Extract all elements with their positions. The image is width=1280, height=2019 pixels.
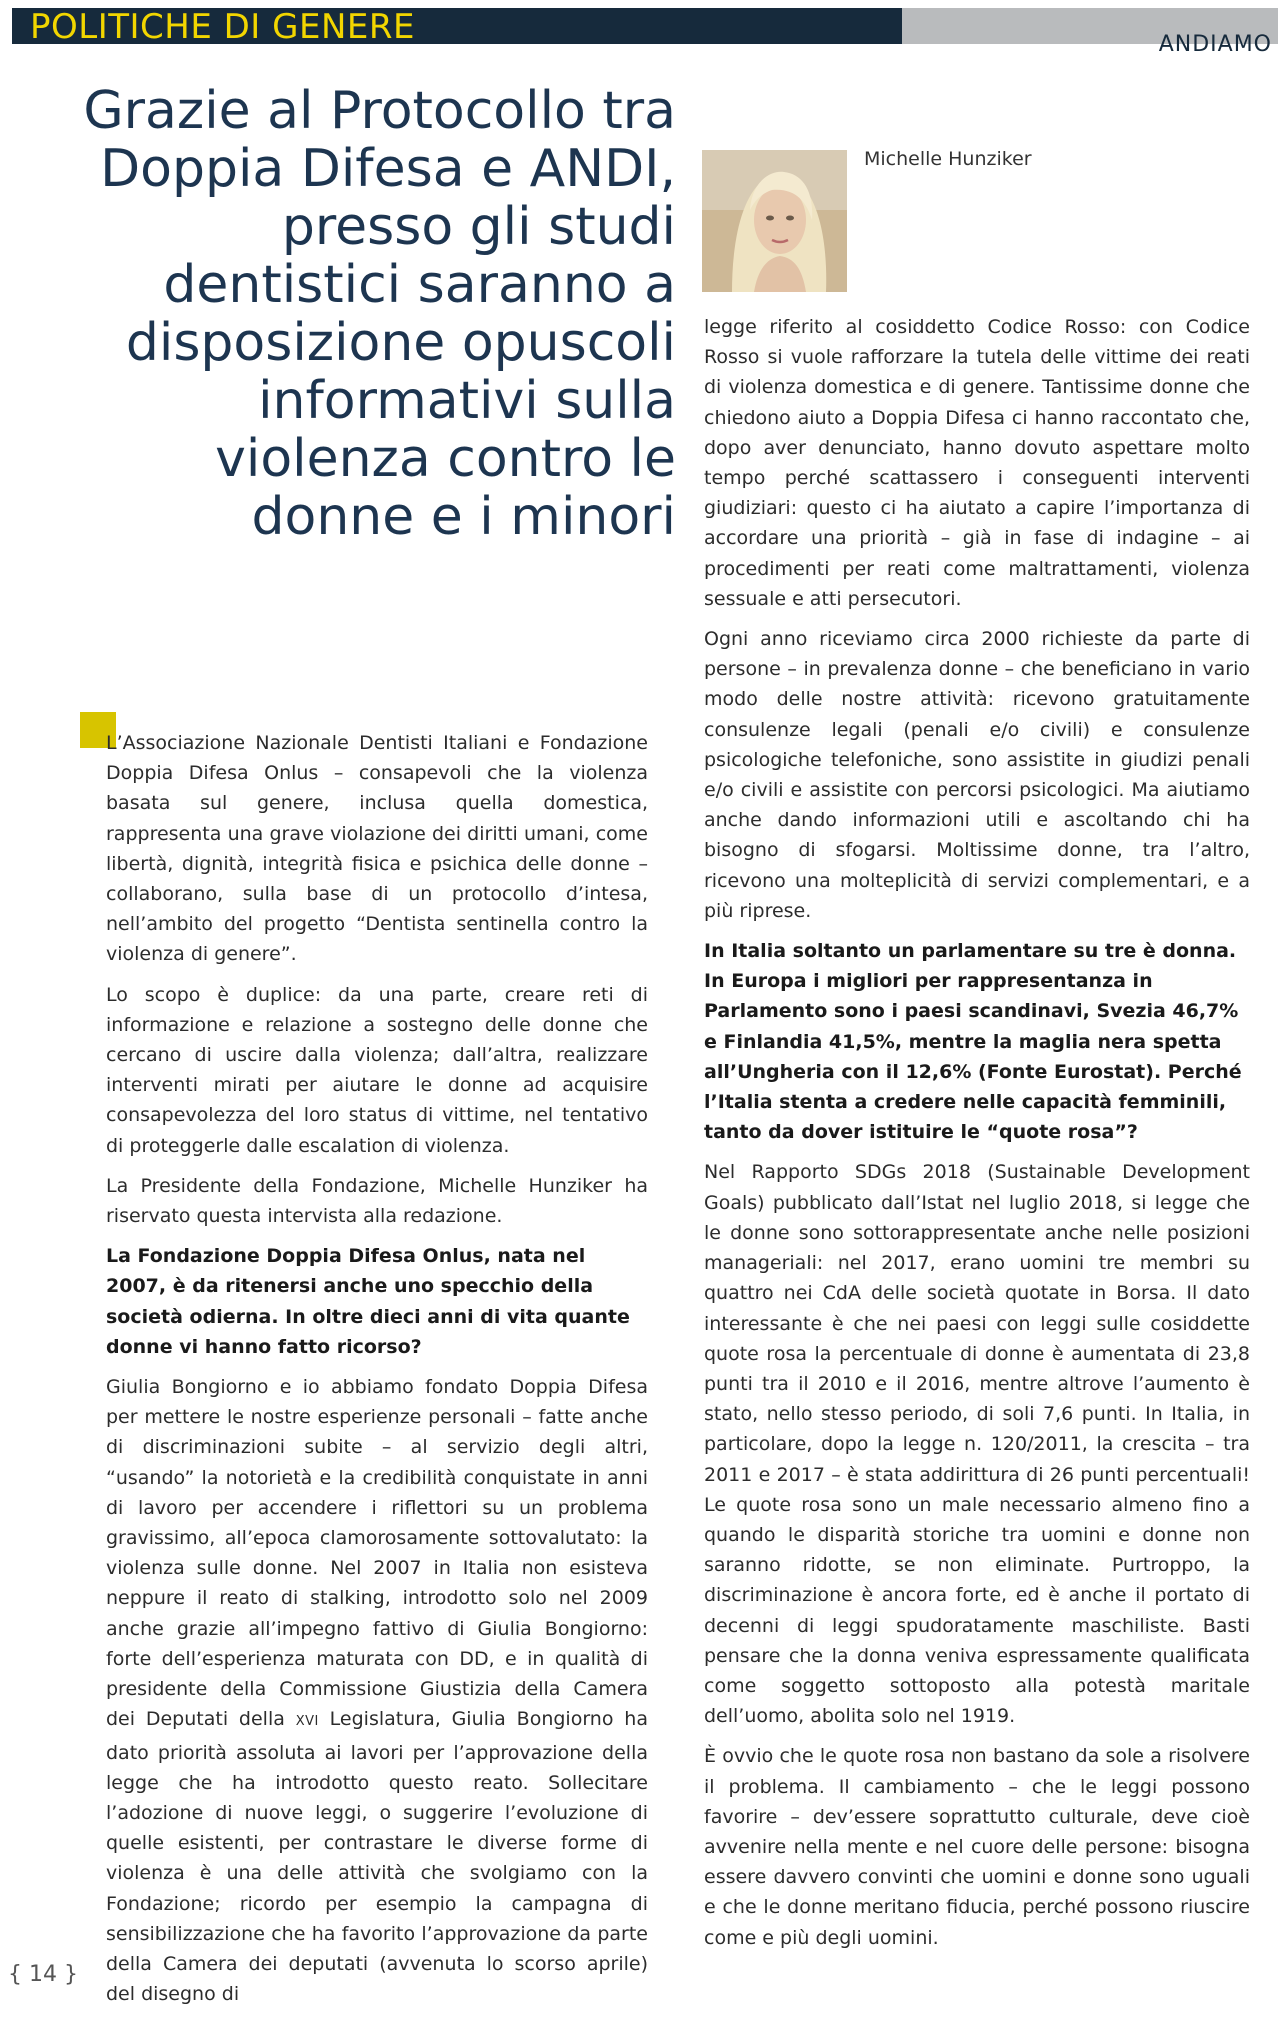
roman-numeral: XVI bbox=[295, 1714, 319, 1730]
interview-answer: legge riferito al cosiddetto Codice Rosso: con Codice Rosso si vuole rafforzare la tutela delle vittime dei reati di violenza domestica e di genere. Tantissime donne che chiedono aiuto a Doppia Difesa ci hanno raccontato che, dopo aver denunciato, hanno dovuto aspettare molto tempo perché scattassero i conseguenti interventi giudiziari: questo ci ha aiutato a capire l’importanza di accordare una priorità – già in fase di indagine – ai procedimenti per reati come maltrattamenti, violenza sessuale e atti persecutori. bbox=[704, 316, 1250, 610]
portrait-illustration bbox=[702, 150, 847, 292]
right-column bbox=[704, 312, 1250, 1963]
interview-answer bbox=[106, 1372, 648, 2009]
brand-header-bar bbox=[902, 8, 1278, 57]
interview-answer: Ogni anno riceviamo circa 2000 richieste da parte di persone – in prevalenza donne – che beneficiano in vario modo delle nostre attività: ricevono gratuitamente consulenze legali (penali e/o civili) e consulenze psicologiche telefoniche, sono assistite in giudizi penali e/o civili e assistite con percorsi psicologici. Ma aiutiamo anche dando informazioni utili e ascoltando chi ha bisogno di sfogarsi. Moltissime donne, tra l’altro, ricevono una molteplicità di servizi complementari, e a più riprese. bbox=[704, 628, 1250, 922]
magazine-brand: ANDIAMO bbox=[1158, 32, 1272, 57]
intro-paragraph: L’Associazione Nazionale Dentisti Italiani e Fondazione Doppia Difesa Onlus – consapevoli che la violenza basata sul genere, inclusa quella domestica, rappresenta una grave violazione dei diritti umani, come libertà, dignità, integrità fisica e psichica delle donne – collaborano, sulla base di un protocollo d’intesa, nell’ambito del progetto “Dentista sentinella contro la violenza di genere”. bbox=[106, 732, 648, 966]
interview-answer: È ovvio che le quote rosa non bastano da sole a risolvere il problema. Il cambiamento – che le leggi possono favorire – dev’essere soprattutto culturale, deve cioè avvenire nella mente e nel cuore delle persone: bisogna essere davvero convinti che uomini e donne sono uguali e che le donne meritano fiducia, perché possono riuscire come e più degli uomini. bbox=[704, 1745, 1250, 1949]
portrait-photo bbox=[702, 150, 847, 292]
photo-caption: Michelle Hunziker bbox=[864, 148, 1032, 170]
section-title: POLITICHE DI GENERE bbox=[30, 7, 415, 47]
article-headline: Grazie al Protocollo tra Doppia Difesa e ANDI, presso gli studi dentistici saranno a disposizione opuscoli informativi sulla violenza contro le donne e i minori bbox=[83, 81, 676, 547]
answer-text: Giulia Bongiorno e io abbiamo fondato Doppia Difesa per mettere le nostre esperienze personali – fatte anche di discriminazioni subite – al servizio degli altri, “usando” la notorietà e la credibilità conquistate in anni di lavoro per accendere i riflettori su un problema gravissimo, all’epoca clamorosamente sottovalutato: la violenza sulle donne. Nel 2007 in Italia non esisteva neppure il reato di stalking, introdotto solo nel 2009 anche grazie all’impegno fattivo di Giulia Bongiorno: forte dell’esperienza maturata con DD, e in qualità di presidente della Commissione Giustizia della Camera dei Deputati della bbox=[106, 1376, 648, 1731]
section-header-bar bbox=[12, 7, 902, 47]
interview-answer: Nel Rapporto SDGs 2018 (Sustainable Development Goals) pubblicato dall’Istat nel luglio 2018, si legge che le donne sono sottorappresentate anche nelle posizioni manageriali: nel 2017, erano uomini tre membri su quattro nei CdA delle società quotate in Borsa. Il dato interessante è che nei paesi con leggi sulle cosiddette quote rosa la percentuale di donne è aumentata di 23,8 punti tra il 2010 e il 2016, mentre altrove l’aumento è stato, nello stesso periodo, di soli 7,6 punti. In Italia, in particolare, dopo la legge n. 120/2011, la crescita – tra 2011 e 2017 – è stata addirittura di 26 punti percentuali! Le quote rosa sono un male necessario almeno fino a quando le disparità storiche tra uomini e donne non saranno ridotte, se non eliminate. Purtroppo, la discriminazione è ancora forte, ed è anche il portato di decenni di leggi spudoratamente maschiliste. Basti pensare che la donna veniva espressamente qualificata come soggetto sottoposto alla potestà maritale dell’uomo, abolita solo nel 1919. bbox=[704, 1161, 1250, 1728]
left-column bbox=[106, 728, 648, 2019]
interview-question: La Fondazione Doppia Difesa Onlus, nata nel 2007, è da ritenersi anche uno specchio della società odierna. In oltre dieci anni di vita quante donne vi hanno fatto ricorso? bbox=[106, 1245, 630, 1358]
page-number: { 14 } bbox=[8, 1962, 78, 1987]
body-paragraph: Lo scopo è duplice: da una parte, creare reti di informazione e relazione a sostegno delle donne che cercano di uscire dalla violenza; dall’altra, realizzare interventi mirati per aiutare le donne ad acquisire consapevolezza del loro status di vittime, nel tentativo di proteggerle dalle escalation di violenza. bbox=[106, 983, 648, 1157]
interview-question: In Italia soltanto un parlamentare su tre è donna. In Europa i migliori per rappresentanza in Parlamento sono i paesi scandinavi, Svezia 46,7% e Finlandia 41,5%, mentre la maglia nera spetta all’Ungheria con il 12,6% (Fonte Eurostat). Perché l’Italia stenta a credere nelle capacità femminili, tanto da dover istituire le “quote rosa”? bbox=[704, 940, 1242, 1144]
answer-text: Legislatura, Giulia Bongiorno ha dato priorità assoluta ai lavori per l’approvazione della legge che ha introdotto questo reato. Sollecitare l’adozione di nuove leggi, o suggerire l’evoluzione di quelle esistenti, per contrastare le diverse forme di violenza è una delle attività che svolgiamo con la Fondazione; ricordo per esempio la campagna di sensibilizzazione che ha favorito l’approvazione da parte della Camera dei deputati (avvenuta lo scorso aprile) del disegno di bbox=[106, 1708, 648, 2006]
body-paragraph: La Presidente della Fondazione, Michelle Hunziker ha riservato questa intervista alla redazione. bbox=[106, 1174, 648, 1228]
